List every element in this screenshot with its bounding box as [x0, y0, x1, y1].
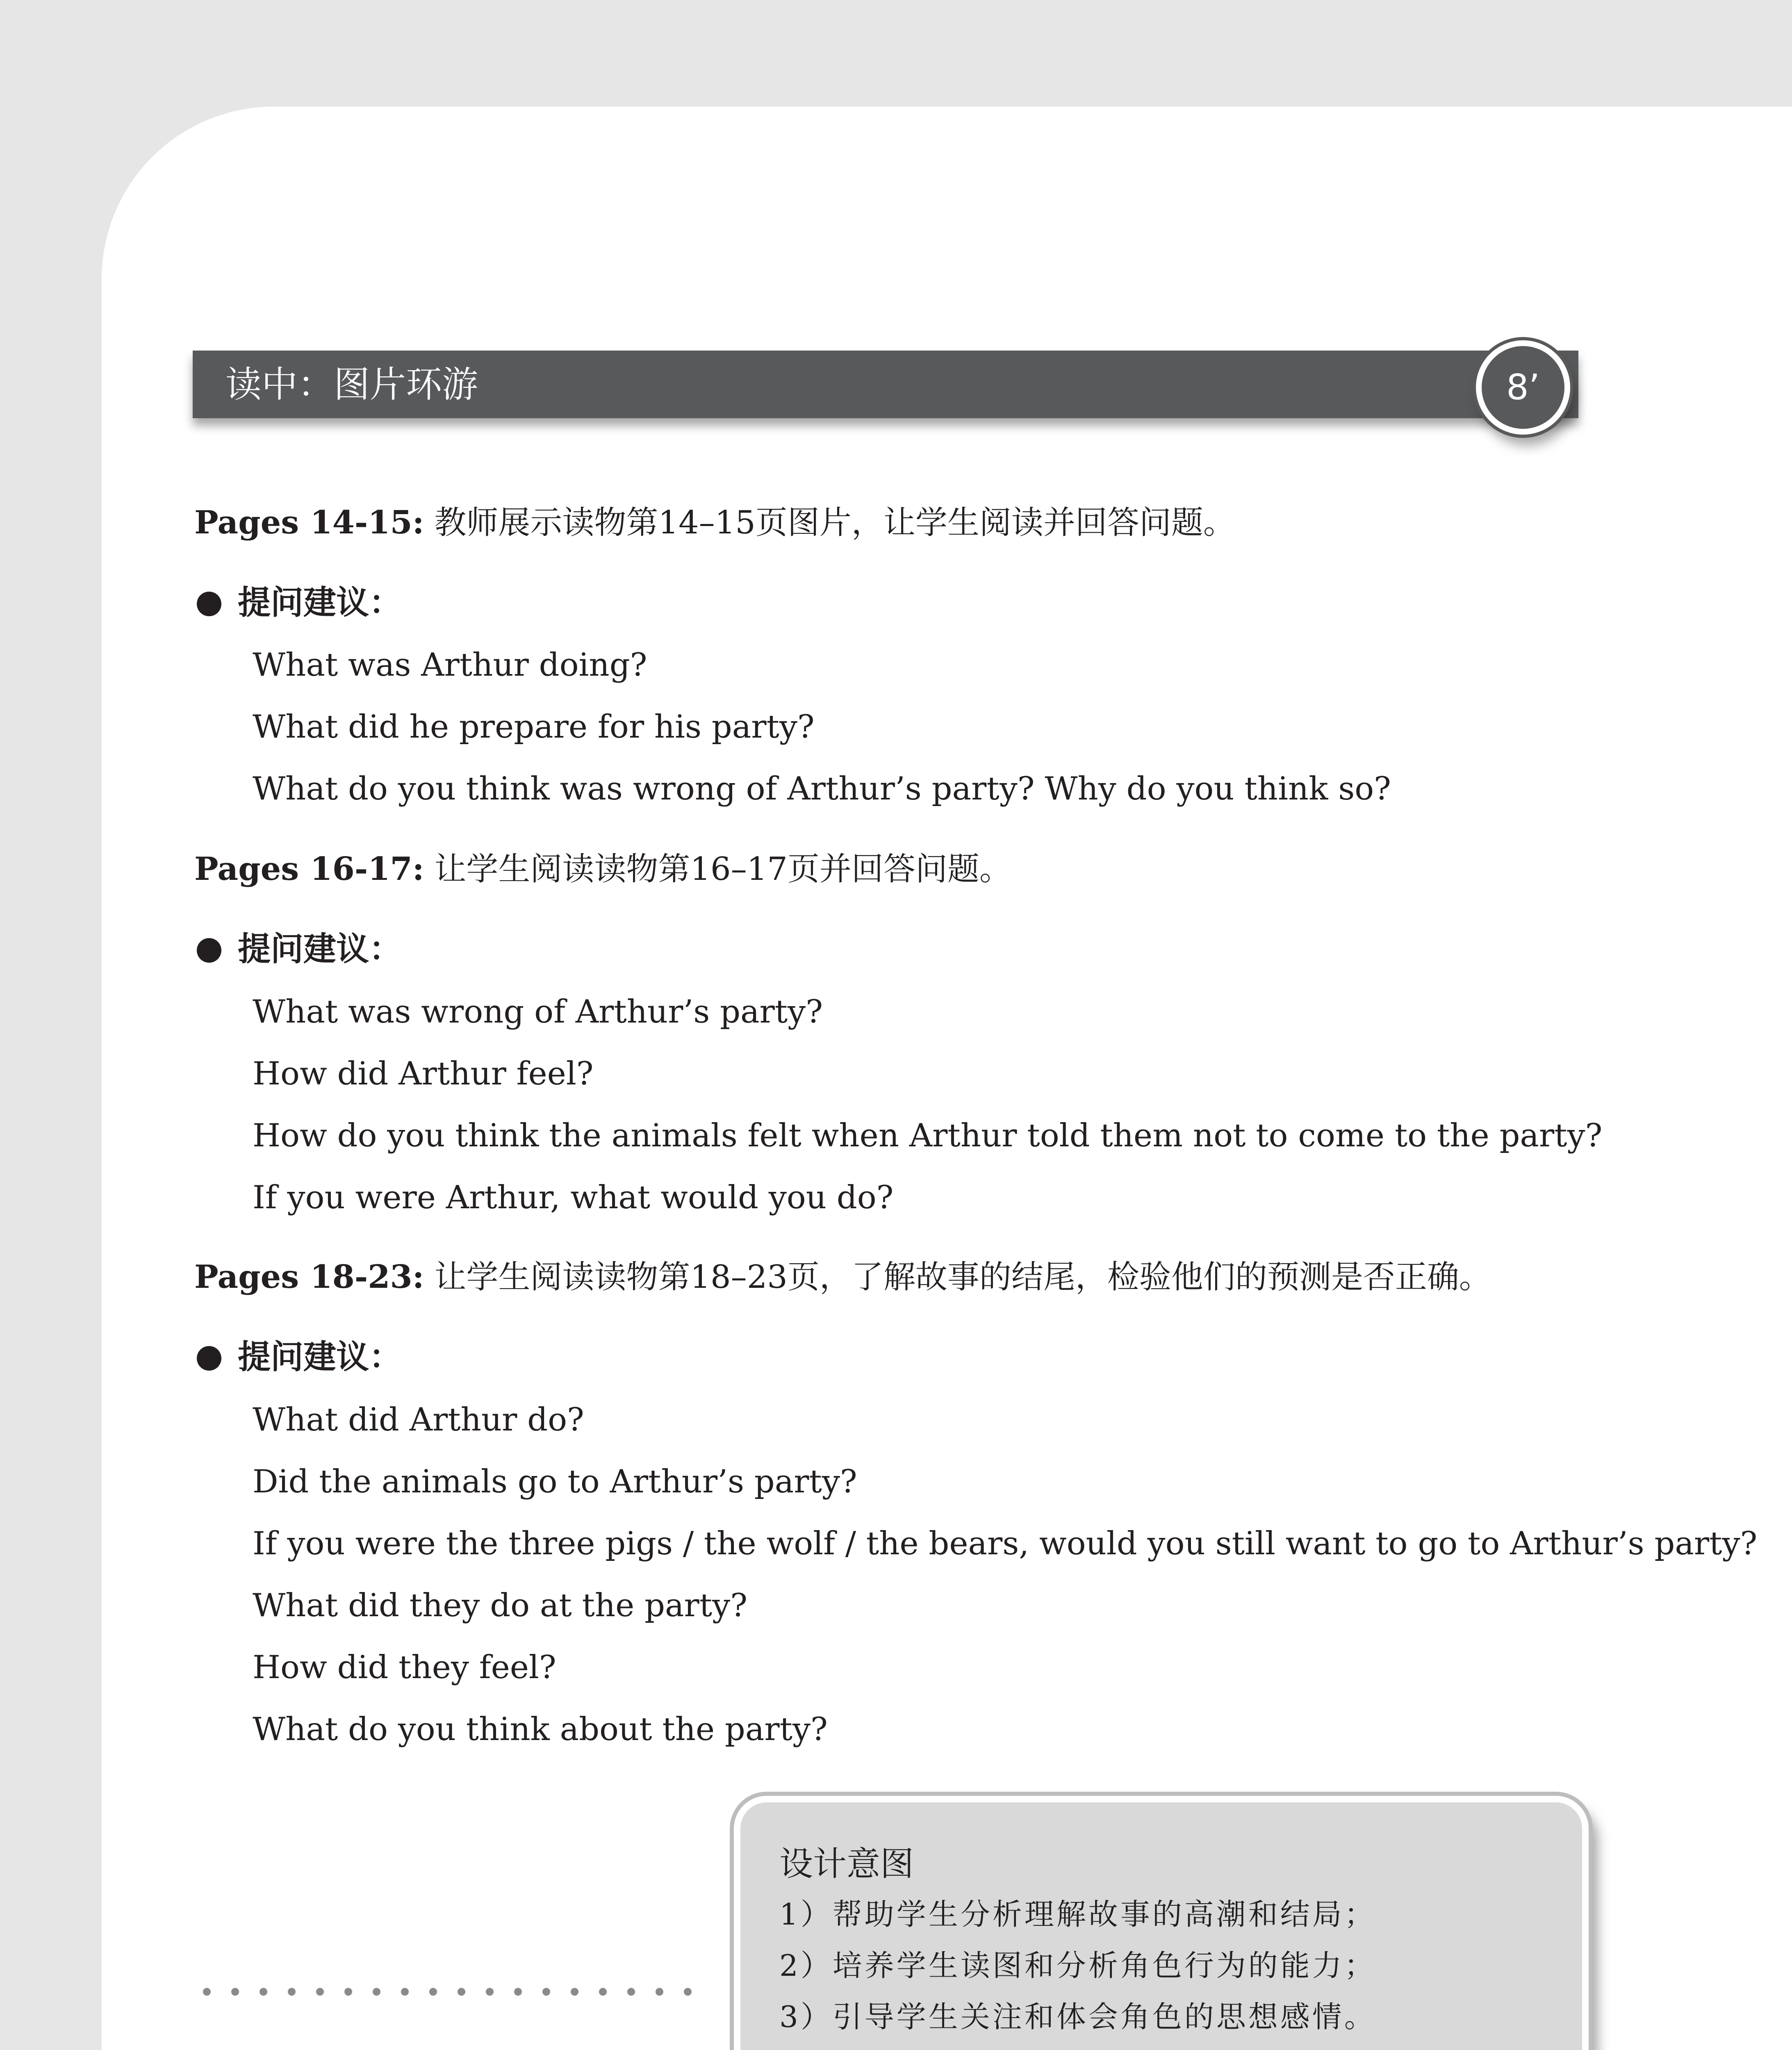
question-item: What did Arthur do?: [253, 1401, 584, 1438]
design-intent-item: 3）引导学生关注和体会角色的思想感情。: [779, 2000, 1376, 2034]
question-item: How did they feel?: [253, 1649, 556, 1686]
hint-label: 提问建议：: [238, 583, 402, 622]
dotted-leader: [193, 1988, 701, 1996]
question-item: What did they do at the party?: [253, 1587, 748, 1624]
pages-instruction: 教师展示读物第14–15页图片，让学生阅读并回答问题。: [434, 504, 1235, 541]
pages-label: Pages 14-15:: [194, 504, 424, 541]
pages-instruction: 让学生阅读读物第18–23页，了解故事的结尾，检验他们的预测是否正确。: [434, 1259, 1491, 1296]
pages-line: [194, 849, 1011, 890]
design-intent-box: [734, 1796, 1589, 2050]
question-hint-heading: [197, 929, 402, 970]
question-item: What was wrong of Arthur’s party?: [253, 993, 823, 1030]
question-item: What was Arthur doing?: [253, 647, 647, 683]
pages-instruction: 让学生阅读读物第16–17页并回答问题。: [434, 851, 1011, 888]
hint-label: 提问建议：: [238, 930, 402, 968]
design-intent-item: 2）培养学生读图和分析角色行为的能力；: [779, 1948, 1376, 1983]
question-item: What do you think about the party?: [253, 1711, 828, 1748]
question-item: If you were Arthur, what would you do?: [253, 1179, 894, 1216]
bullet-icon: [197, 1346, 221, 1371]
section-header-bar: [193, 351, 1578, 418]
question-hint-heading: [197, 582, 402, 623]
design-intent-item: 1）帮助学生分析理解故事的高潮和结局；: [779, 1897, 1376, 1932]
question-hint-heading: [197, 1337, 402, 1378]
pages-line: [194, 1257, 1491, 1298]
question-item: How do you think the animals felt when Arthur told them not to come to the party?: [253, 1117, 1603, 1154]
question-item: How did Arthur feel?: [253, 1055, 594, 1092]
question-item: Did the animals go to Arthur’s party?: [253, 1463, 857, 1500]
pages-label: Pages 16-17:: [194, 850, 424, 888]
question-item: If you were the three pigs / the wolf / the bears, would you still want to go to Arthur’s party?: [253, 1525, 1758, 1562]
section-title: 读中：图片环游: [225, 363, 478, 405]
hint-label: 提问建议：: [238, 1338, 402, 1376]
pages-label: Pages 18-23:: [194, 1258, 424, 1296]
design-intent-title: 设计意图: [779, 1845, 914, 1884]
pages-line: [194, 502, 1235, 543]
time-badge: 8’: [1476, 340, 1570, 435]
question-item: What do you think was wrong of Arthur’s party? Why do you think so?: [253, 770, 1391, 807]
bullet-icon: [197, 592, 221, 616]
bullet-icon: [197, 938, 221, 963]
question-item: What did he prepare for his party?: [253, 708, 815, 745]
